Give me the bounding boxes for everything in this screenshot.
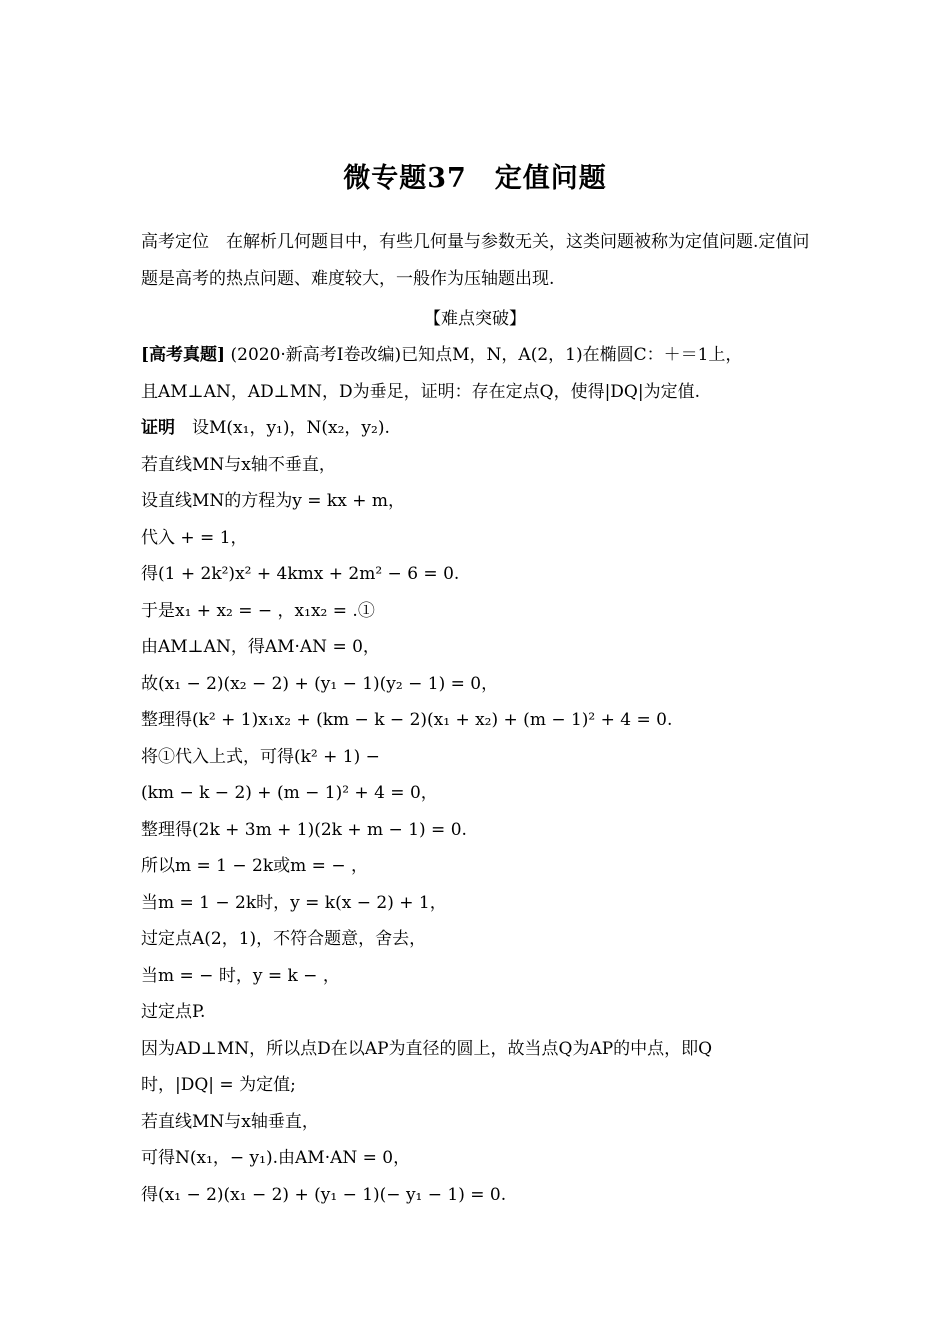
proof-line: 得(x₁ − 2)(x₁ − 2) + (y₁ − 1)(− y₁ − 1) = 0. (141, 1185, 507, 1205)
proof-line: 得(1 + 2k²)x² + 4kmx + 2m² − 6 = 0. (141, 564, 460, 584)
proof-line: 设直线MN的方程为y = kx + m， (141, 491, 405, 511)
proof-line: 代入 + = 1， (141, 528, 248, 548)
proof-line: 所以m = 1 − 2k或m = − ， (141, 856, 368, 876)
proof-line: 若直线MN与x轴不垂直， (141, 455, 336, 475)
proof-line: 整理得(k² + 1)x₁x₂ + (km − k − 2)(x₁ + x₂) + (m − 1)² + 4 = 0. (141, 710, 673, 730)
proof-line: 故(x₁ − 2)(x₂ − 2) + (y₁ − 1)(y₂ − 1) = 0， (141, 674, 499, 694)
proof-line: 因为AD⊥MN，所以点D在以AP为直径的圆上，故当点Q为AP的中点，即Q (141, 1039, 713, 1059)
problem-line-2: 且AM⊥AN，AD⊥MN，D为垂足，证明：存在定点Q，使得|DQ|为定值. (141, 382, 700, 402)
proof-line: 时，|DQ| = 为定值; (141, 1075, 296, 1095)
proof-line: 于是x₁ + x₂ = − ，x₁x₂ = .① (141, 601, 375, 621)
proof-line: 过定点P. (141, 1002, 206, 1022)
proof-line: 由AM⊥AN，得AM·AN = 0， (141, 637, 380, 657)
proof-label: 证明 (141, 418, 175, 438)
page-title: 微专题37 定值问题 (343, 163, 607, 194)
problem-text-1: (2020·新高考Ⅰ卷改编)已知点M，N，A(2，1)在椭圆C：＋＝1上， (225, 345, 743, 365)
proof-line: 若直线MN与x轴垂直， (141, 1112, 319, 1132)
proof-line: 整理得(2k + 3m + 1)(2k + m − 1) = 0. (141, 820, 467, 840)
proof-first-text: 设M(x₁，y₁)，N(x₂，y₂). (175, 418, 390, 438)
proof-line: 可得N(x₁，− y₁).由AM·AN = 0， (141, 1148, 411, 1168)
intro-paragraph: 高考定位 在解析几何题目中，有些几何量与参数无关，这类问题被称为定值问题.定值问题是高考的热点问题、难度较大，一般作为压轴题出现. (141, 232, 810, 289)
proof-line: 当m = 1 − 2k时，y = k(x − 2) + 1， (141, 893, 447, 913)
proof-first-line (141, 413, 821, 438)
proof-line: 过定点A(2，1)，不符合题意，舍去， (141, 929, 427, 949)
proof-line: 当m = − 时，y = k − ， (141, 966, 340, 986)
section-heading: 【难点突破】 (424, 309, 526, 329)
proof-line: (km − k − 2) + (m − 1)² + 4 = 0， (141, 783, 438, 803)
proof-line: 将①代入上式，可得(k² + 1) − (141, 747, 380, 767)
problem-tag: [高考真题] (141, 345, 226, 365)
problem-line-1 (141, 340, 821, 365)
